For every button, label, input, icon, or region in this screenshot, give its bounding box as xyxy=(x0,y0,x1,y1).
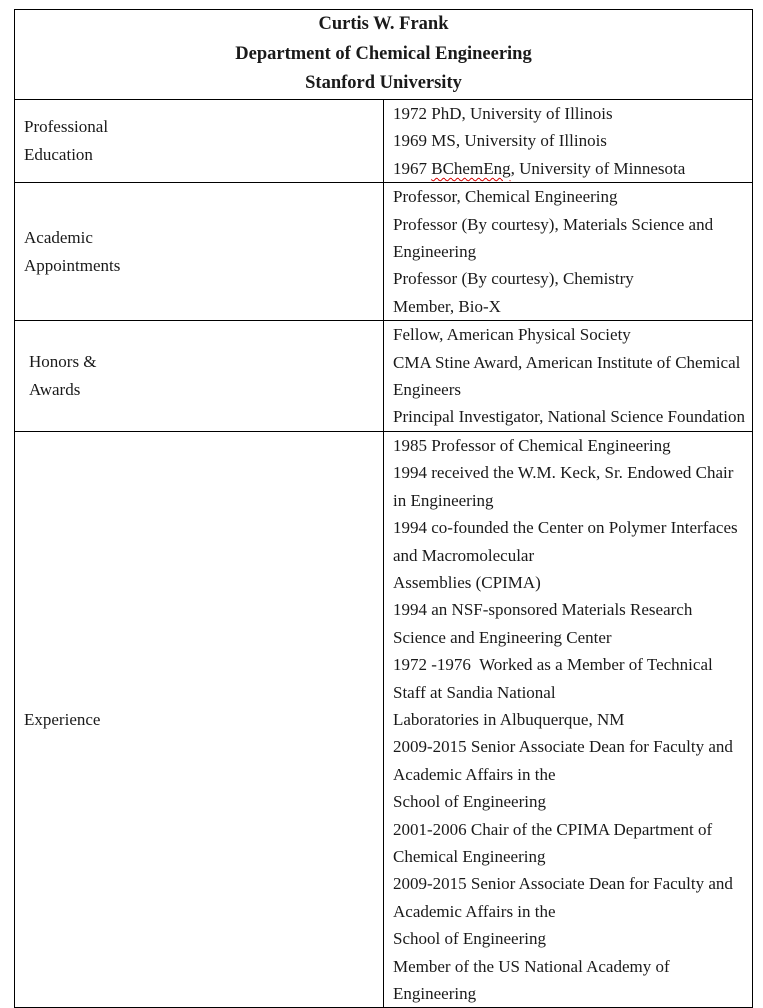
university-name: Stanford University xyxy=(305,73,462,94)
list-item: 2009-2015 Senior Associate Dean for Faculty and Academic Affairs in the xyxy=(393,737,737,784)
section-row-honors xyxy=(15,321,753,432)
list-item: Member, Bio-X xyxy=(393,296,501,316)
list-item: Fellow, American Physical Society xyxy=(393,325,631,345)
department-name: Department of Chemical Engineering xyxy=(235,43,532,64)
section-label-appointments xyxy=(15,183,384,321)
spellcheck-flagged-word: BChemEng xyxy=(431,158,511,178)
list-item: Member of the US National Academy of Engineering xyxy=(393,956,674,1003)
cv-table xyxy=(14,9,753,1008)
section-content-appointments xyxy=(384,183,753,321)
list-item-year: 1967 xyxy=(393,158,432,178)
list-item: Assemblies (CPIMA) xyxy=(393,572,541,592)
list-item: 1994 an NSF-sponsored Materials Research Science and Engineering Center xyxy=(393,600,697,647)
section-label-experience: Experience xyxy=(15,431,384,1008)
section-row-education xyxy=(15,100,753,183)
section-label-education xyxy=(15,100,384,183)
list-item: CMA Stine Award, American Institute of Chemical Engineers xyxy=(393,352,745,400)
list-item-rest: , University of Minnesota xyxy=(510,158,686,178)
header-cell xyxy=(15,10,753,100)
list-item: School of Engineering xyxy=(393,792,546,812)
section-label-honors xyxy=(15,321,384,432)
section-content-honors xyxy=(384,321,753,432)
list-item: Principal Investigator, National Science Foundation xyxy=(393,407,745,427)
list-item: 1969 MS, University of Illinois xyxy=(393,131,607,151)
list-item: Laboratories in Albuquerque, NM xyxy=(393,709,625,729)
list-item: Professor (By courtesy), Chemistry xyxy=(393,269,634,289)
list-item: 1972 PhD, University of Illinois xyxy=(393,104,613,123)
list-item: 1994 received the W.M. Keck, Sr. Endowed Chair in Engineering xyxy=(393,463,738,510)
section-label-line: Awards xyxy=(29,380,81,400)
section-content-education xyxy=(384,100,753,183)
header-row xyxy=(15,10,753,100)
section-label-line: Academic xyxy=(24,227,93,247)
section-label-line: Appointments xyxy=(24,255,121,275)
section-label-line: Professional xyxy=(24,117,109,137)
section-row-experience xyxy=(15,431,753,1008)
list-item xyxy=(393,155,746,182)
list-item: 1972 -1976 Worked as a Member of Technical Staff at Sandia National xyxy=(393,655,717,702)
section-content-experience xyxy=(384,431,753,1008)
list-item: 2009-2015 Senior Associate Dean for Faculty and Academic Affairs in the xyxy=(393,874,737,921)
list-item: Professor (By courtesy), Materials Science and Engineering xyxy=(393,214,718,262)
list-item: School of Engineering xyxy=(393,929,546,949)
list-item: 2001-2006 Chair of the CPIMA Department of Chemical Engineering xyxy=(393,819,717,866)
section-label-line: Honors & xyxy=(29,352,97,372)
section-label-line: Education xyxy=(24,145,93,165)
section-row-appointments xyxy=(15,183,753,321)
list-item: 1994 co-founded the Center on Polymer Interfaces and Macromolecular xyxy=(393,518,742,565)
person-name: Curtis W. Frank xyxy=(318,14,449,35)
list-item: Professor, Chemical Engineering xyxy=(393,187,618,207)
list-item: 1985 Professor of Chemical Engineering xyxy=(393,435,671,455)
